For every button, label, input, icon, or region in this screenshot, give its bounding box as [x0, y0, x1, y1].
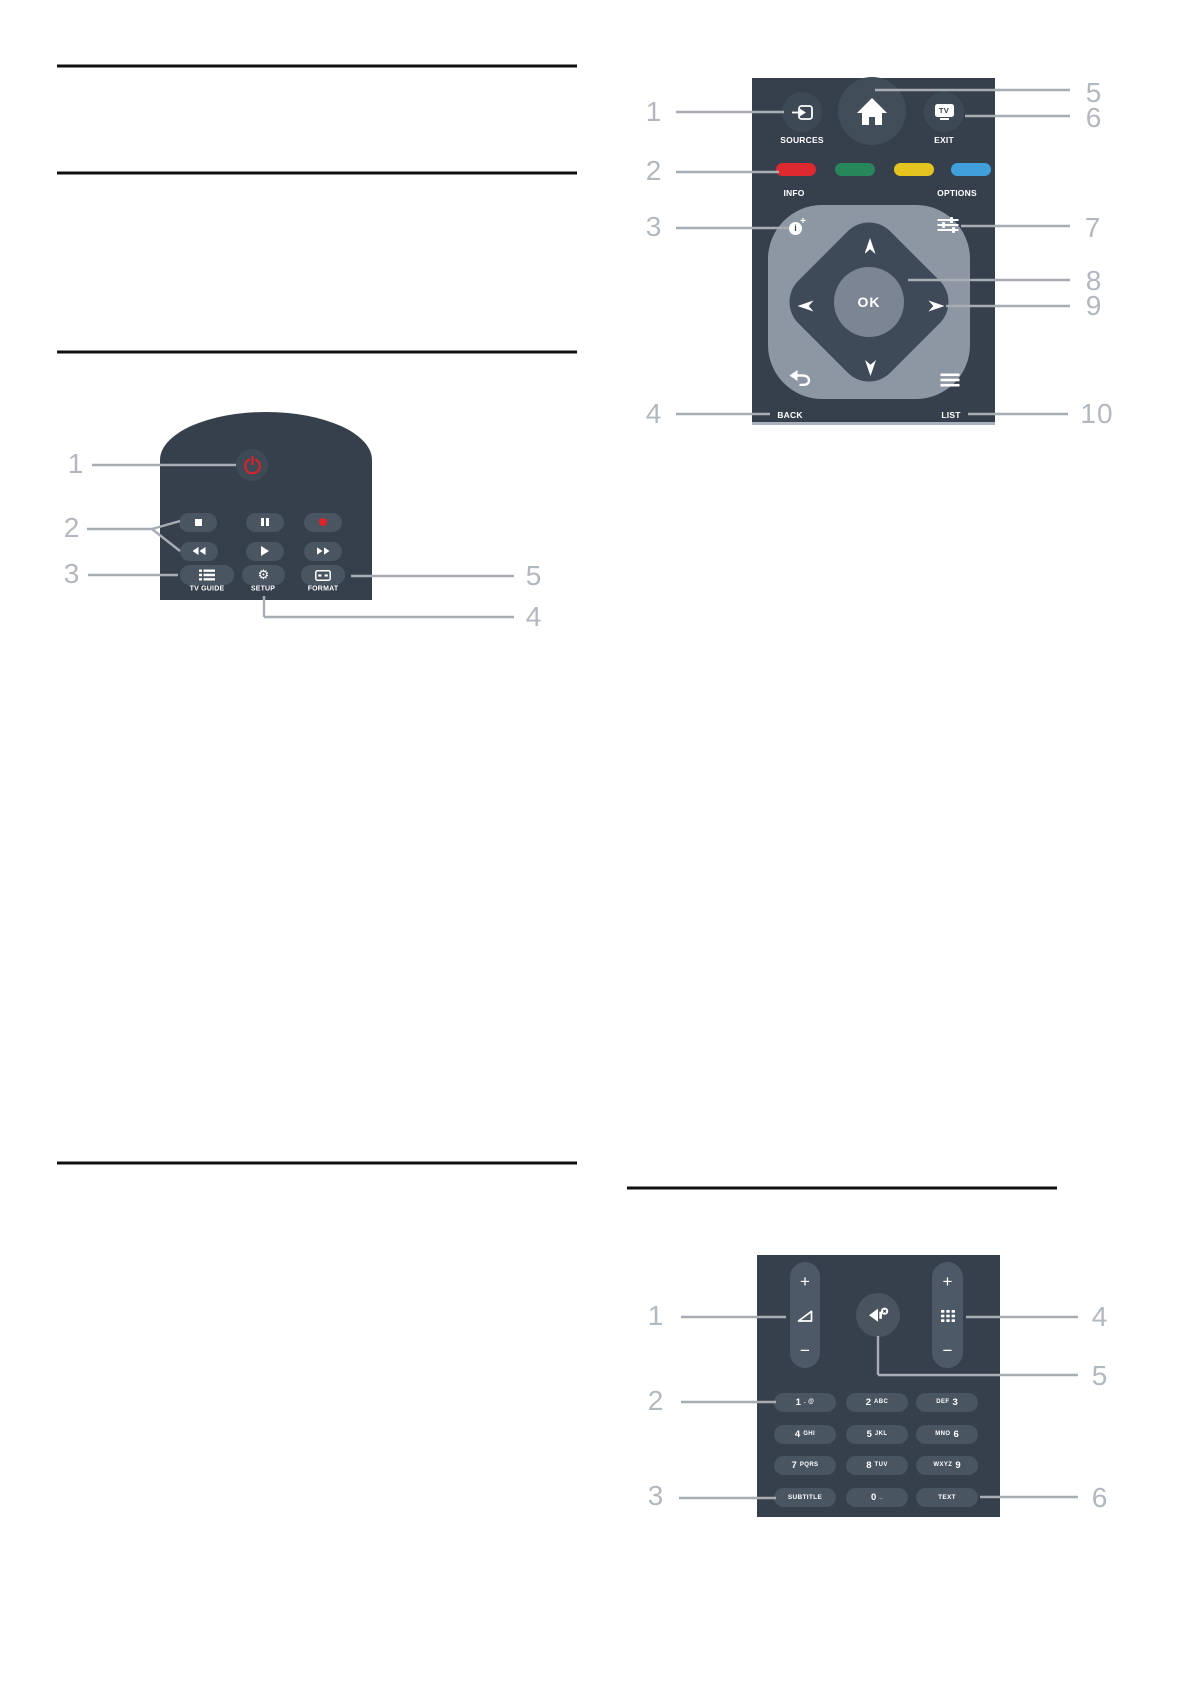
- digit-key-8: [846, 1456, 908, 1475]
- callout-number: 3: [63, 558, 81, 589]
- info-label: INFO: [783, 188, 805, 198]
- digit-key-4: [774, 1425, 836, 1444]
- list-icon: [941, 374, 960, 387]
- callout-number: 5: [1085, 77, 1103, 108]
- key-letters: ABC: [874, 1399, 889, 1405]
- tv-guide-icon: [199, 569, 215, 581]
- callout-number: 3: [647, 1480, 665, 1511]
- blue-key: [951, 163, 991, 176]
- key-num: 2: [865, 1396, 872, 1408]
- exit-label: EXIT: [934, 135, 954, 145]
- info-icon-i: i: [789, 222, 802, 235]
- back-icon: [790, 370, 811, 386]
- volume-minus-label: −: [800, 1341, 810, 1360]
- key-letters: TUV: [874, 1462, 888, 1468]
- callout-number: 1: [647, 1300, 665, 1331]
- ok-label: OK: [857, 294, 881, 310]
- callout-number: 10: [1080, 398, 1114, 429]
- key-num: 4: [794, 1428, 801, 1440]
- play-button: [246, 542, 284, 561]
- remote-middle-illustration: [752, 78, 995, 425]
- stop-icon: [195, 519, 202, 526]
- callout-number: 6: [1091, 1482, 1109, 1513]
- channel-rocker: [932, 1262, 963, 1368]
- power-icon: [243, 456, 262, 475]
- key-letters: _: [879, 1494, 884, 1500]
- key-letters: JKL: [874, 1431, 888, 1437]
- home-icon: [856, 97, 888, 126]
- tv-icon-base: [940, 118, 949, 120]
- callout-number: 9: [1085, 290, 1103, 321]
- volume-rocker: [790, 1262, 820, 1368]
- subtitle-key: [774, 1488, 836, 1507]
- remote-bottom-illustration: [757, 1255, 1000, 1517]
- tv-guide-button: [180, 565, 234, 585]
- ok-button: [834, 267, 904, 337]
- fast-forward-button: [304, 542, 342, 561]
- back-label: BACK: [777, 410, 803, 420]
- digit-key-6: [916, 1425, 978, 1444]
- info-icon: [789, 216, 806, 235]
- tv-icon-text: TV: [938, 106, 950, 115]
- key-num: 7: [791, 1459, 797, 1471]
- text-key: [916, 1488, 978, 1507]
- gear-icon: ⚙: [257, 567, 270, 583]
- key-letters: PQRS: [799, 1462, 819, 1468]
- options-icon: [938, 217, 959, 233]
- key-num: 3: [952, 1396, 958, 1408]
- digit-key-0: [846, 1488, 908, 1507]
- setup-label: SETUP: [250, 585, 276, 593]
- subtitle-key-label: SUBTITLE: [787, 1493, 823, 1501]
- channel-minus-label: −: [942, 1341, 953, 1360]
- key-letters: DEF: [936, 1399, 950, 1405]
- digit-key-1: [774, 1393, 836, 1412]
- channel-grid-icon: [941, 1310, 955, 1322]
- key-num: 6: [953, 1428, 959, 1440]
- digit-key-5: [846, 1425, 908, 1444]
- options-label: OPTIONS: [937, 188, 977, 198]
- power-button: [236, 449, 268, 481]
- callout-number: 1: [67, 448, 85, 479]
- sources-icon: [792, 105, 813, 120]
- remote-top-illustration: [160, 412, 372, 600]
- mute-icon: [868, 1307, 889, 1323]
- tv-icon: [935, 104, 954, 120]
- pause-icon: [261, 518, 269, 526]
- sources-label: SOURCES: [780, 135, 824, 145]
- callout-number: 5: [1091, 1360, 1109, 1391]
- key-num: 9: [955, 1459, 961, 1471]
- digit-key-7: [774, 1456, 836, 1475]
- list-label: LIST: [941, 410, 961, 420]
- record-icon: [319, 518, 327, 526]
- key-num: 5: [866, 1428, 872, 1440]
- rewind-button: [180, 542, 218, 561]
- digit-key-9: [916, 1456, 978, 1475]
- callout-number: 4: [525, 601, 543, 632]
- callout-number: 6: [1085, 102, 1103, 133]
- rewind-icon: [193, 547, 206, 555]
- key-letters: . @: [803, 1399, 815, 1405]
- callout-number: 7: [1084, 212, 1102, 243]
- key-num: 0: [870, 1491, 877, 1503]
- fast-forward-icon: [317, 547, 330, 555]
- key-num: 8: [866, 1459, 872, 1471]
- sources-button: [782, 92, 822, 132]
- text-key-label: TEXT: [938, 1493, 956, 1501]
- volume-icon: [797, 1310, 813, 1323]
- callout-number: 8: [1085, 265, 1103, 296]
- callout-number: 2: [645, 155, 663, 186]
- callout-number: 4: [645, 398, 663, 429]
- callout-number: 2: [63, 512, 81, 543]
- exit-button: [924, 92, 964, 132]
- callout-number: 4: [1091, 1301, 1109, 1332]
- format-button: [301, 565, 345, 585]
- digit-key-3: [916, 1393, 978, 1412]
- mute-button: [856, 1293, 900, 1337]
- key-letters: GHI: [803, 1431, 816, 1437]
- format-icon: [315, 570, 331, 581]
- tv-guide-label: TV GUIDE: [189, 585, 225, 593]
- key-letters: MNO: [935, 1431, 951, 1437]
- digit-key-2: [846, 1393, 908, 1412]
- play-icon: [261, 546, 269, 556]
- red-key: [776, 163, 816, 176]
- yellow-key: [894, 163, 934, 176]
- navigation-pad: [768, 205, 970, 399]
- info-icon-plus: +: [800, 216, 806, 227]
- callout-number: 1: [645, 96, 663, 127]
- setup-button: [242, 565, 285, 585]
- record-button: [304, 513, 342, 532]
- green-key: [835, 163, 875, 176]
- format-label: FORMAT: [307, 585, 339, 593]
- stop-button: [179, 513, 217, 532]
- key-num: 1: [795, 1396, 801, 1408]
- callout-number: 5: [525, 560, 543, 591]
- home-button: [838, 77, 906, 145]
- callout-number: 3: [645, 211, 663, 242]
- callout-number: 2: [647, 1385, 665, 1416]
- volume-plus-label: +: [800, 1272, 810, 1291]
- pause-button: [246, 513, 284, 532]
- key-letters: WXYZ: [933, 1462, 953, 1468]
- channel-plus-label: +: [942, 1272, 953, 1291]
